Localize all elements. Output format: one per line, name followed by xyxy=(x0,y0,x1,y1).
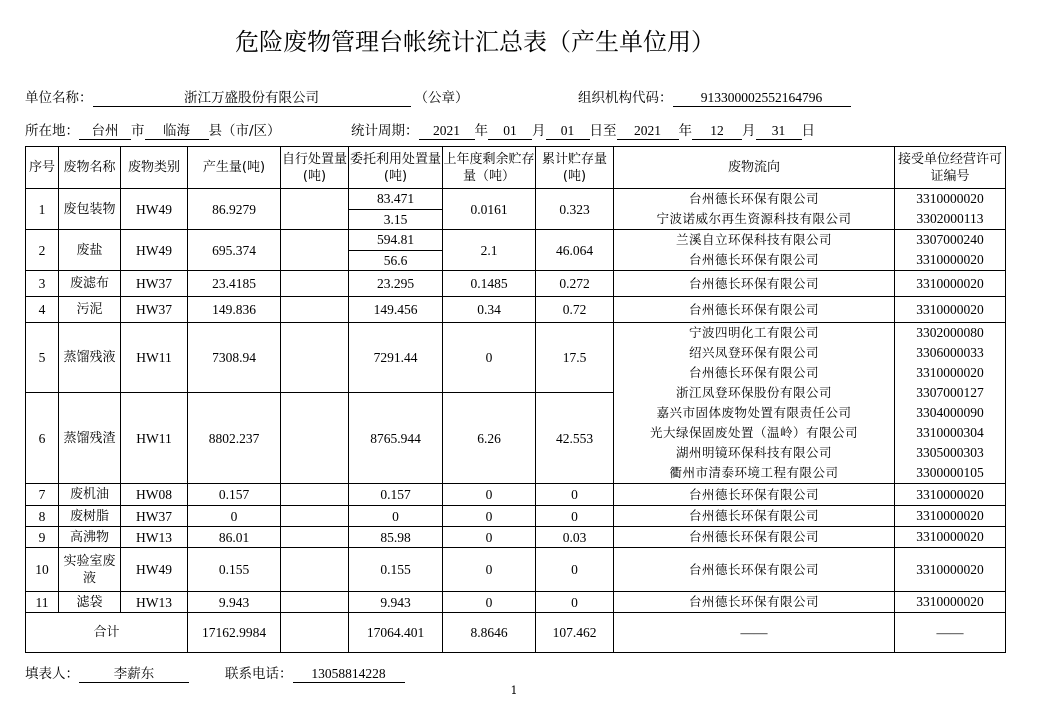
last-year-storage: 0 xyxy=(443,527,536,548)
waste-category: HW13 xyxy=(121,592,188,613)
last-year-storage: 0.1485 xyxy=(443,271,536,297)
waste-name: 废盐 xyxy=(59,230,121,271)
table-row xyxy=(26,592,1006,613)
period-label: 统计周期： xyxy=(351,123,419,139)
waste-destination-line: 台州德长环保有限公司 xyxy=(688,191,819,206)
license-number-line: 3310000020 xyxy=(916,191,984,206)
cumulative-storage: 46.064 xyxy=(536,230,614,271)
cumulative-storage: 0 xyxy=(536,484,614,506)
cumulative-storage: 0 xyxy=(536,506,614,527)
column-header: 委托利用处置量(吨) xyxy=(349,147,443,189)
waste-destination xyxy=(614,189,895,230)
waste-name: 高沸物 xyxy=(59,527,121,548)
entrusted-amount: 56.6 xyxy=(349,250,443,271)
start-year: 2021 xyxy=(419,123,475,140)
waste-ledger-table xyxy=(25,146,1006,653)
unit-name-field: 浙江万盛股份有限公司 xyxy=(93,90,411,107)
cumulative-storage: 0.03 xyxy=(536,527,614,548)
waste-destination xyxy=(614,297,895,323)
total-label: 合计 xyxy=(26,613,188,653)
waste-name: 蒸馏残渣 xyxy=(59,393,121,484)
self-disposal-amount xyxy=(281,271,349,297)
waste-destination-line: 台州德长环保有限公司 xyxy=(688,252,819,267)
license-number-line: 3310000020 xyxy=(916,252,984,267)
waste-destination-line: 绍兴凤登环保有限公司 xyxy=(688,345,819,360)
waste-name: 污泥 xyxy=(59,297,121,323)
produced-amount: 0.155 xyxy=(188,548,281,592)
row-number: 6 xyxy=(26,393,59,484)
filler-field: 李薪东 xyxy=(79,666,189,683)
waste-destination xyxy=(614,230,895,271)
produced-amount: 0.157 xyxy=(188,484,281,506)
license-number-line: 3310000020 xyxy=(916,561,984,577)
last-year-storage: 0.34 xyxy=(443,297,536,323)
self-disposal-amount xyxy=(281,323,349,393)
waste-destination xyxy=(614,592,895,613)
entrusted-amount: 8765.944 xyxy=(349,393,443,484)
entrusted-amount: 7291.44 xyxy=(349,323,443,393)
self-disposal-amount xyxy=(281,393,349,484)
org-code-field: 913300002552164796 xyxy=(673,90,851,107)
waste-destination-line: 衢州市清泰环境工程有限公司 xyxy=(669,465,839,480)
waste-category: HW08 xyxy=(121,484,188,506)
last-year-storage: 6.26 xyxy=(443,393,536,484)
last-year-storage: 0 xyxy=(443,323,536,393)
license-number-line: 3310000020 xyxy=(916,594,984,609)
license-number-line: 3310000020 xyxy=(916,486,984,502)
row-number: 11 xyxy=(26,592,59,613)
column-header: 接受单位经营许可证编号 xyxy=(895,147,1006,189)
cumulative-storage: 0 xyxy=(536,592,614,613)
end-year: 2021 xyxy=(617,123,679,140)
waste-destination-line: 嘉兴市固体废物处置有限责任公司 xyxy=(656,405,852,420)
row-number: 5 xyxy=(26,323,59,393)
waste-category: HW49 xyxy=(121,230,188,271)
cumulative-storage: 0 xyxy=(536,548,614,592)
waste-destination-line: 宁波诺威尔再生资源科技有限公司 xyxy=(656,211,852,226)
waste-category: HW49 xyxy=(121,189,188,230)
location-label: 所在地： xyxy=(25,123,79,139)
waste-name: 实验室废液 xyxy=(59,548,121,592)
day-char: 日 xyxy=(801,123,815,139)
year-char-2: 年 xyxy=(678,123,692,139)
waste-category: HW13 xyxy=(121,527,188,548)
license-number-line: 3300000105 xyxy=(916,465,984,480)
waste-name: 废包装物 xyxy=(59,189,121,230)
table-row xyxy=(26,484,1006,506)
waste-destination-line: 台州德长环保有限公司 xyxy=(688,365,819,380)
entrusted-amount: 0.157 xyxy=(349,484,443,506)
row-number: 4 xyxy=(26,297,59,323)
table-row xyxy=(26,189,1006,210)
table-row xyxy=(26,506,1006,527)
cumulative-storage: 17.5 xyxy=(536,323,614,393)
last-year-storage: 0 xyxy=(443,484,536,506)
produced-amount: 86.9279 xyxy=(188,189,281,230)
county-field: 临海 xyxy=(145,123,209,140)
waste-category: HW49 xyxy=(121,548,188,592)
table-row xyxy=(26,527,1006,548)
waste-destination-line: 光大绿保固废处置（温岭）有限公司 xyxy=(649,425,858,440)
column-header: 废物类别 xyxy=(121,147,188,189)
license-number-line: 3305000303 xyxy=(916,445,984,460)
waste-destination-line: 湖州明镜环保科技有限公司 xyxy=(675,445,832,460)
license-number xyxy=(895,271,1006,297)
self-disposal-amount xyxy=(281,297,349,323)
produced-amount: 0 xyxy=(188,506,281,527)
license-number-line: 3302000080 xyxy=(916,325,984,340)
license-number-line: 3306000033 xyxy=(916,345,984,360)
total-destination: —— xyxy=(614,613,895,653)
license-number xyxy=(895,230,1006,271)
waste-destination xyxy=(614,323,895,484)
table-row xyxy=(26,271,1006,297)
row-number: 2 xyxy=(26,230,59,271)
table-row xyxy=(26,323,1006,393)
entrusted-amount: 23.295 xyxy=(349,271,443,297)
city-suffix: 市 xyxy=(131,123,145,139)
column-header: 废物流向 xyxy=(614,147,895,189)
column-header: 产生量(吨) xyxy=(188,147,281,189)
filler-label: 填表人： xyxy=(25,666,79,682)
phone-label: 联系电话： xyxy=(225,666,293,682)
waste-destination xyxy=(614,506,895,527)
day-to: 日至 xyxy=(589,123,617,139)
license-number-line: 3310000304 xyxy=(916,425,984,440)
entrusted-amount: 83.471 xyxy=(349,189,443,210)
total-license: —— xyxy=(895,613,1006,653)
entrusted-amount: 0.155 xyxy=(349,548,443,592)
produced-amount: 86.01 xyxy=(188,527,281,548)
waste-name: 废滤布 xyxy=(59,271,121,297)
footer-line xyxy=(25,662,405,683)
waste-destination xyxy=(614,271,895,297)
license-number xyxy=(895,484,1006,506)
unit-line xyxy=(25,86,469,107)
cumulative-storage: 0.72 xyxy=(536,297,614,323)
license-number xyxy=(895,548,1006,592)
produced-amount: 7308.94 xyxy=(188,323,281,393)
license-number xyxy=(895,189,1006,230)
waste-category: HW37 xyxy=(121,506,188,527)
waste-category: HW37 xyxy=(121,297,188,323)
page-title: 危险废物管理台帐统计汇总表（产生单位用） xyxy=(235,28,715,56)
year-char: 年 xyxy=(474,123,488,139)
column-header: 自行处置量(吨) xyxy=(281,147,349,189)
waste-destination-line: 台州德长环保有限公司 xyxy=(688,561,819,577)
license-number-line: 3310000020 xyxy=(916,365,984,380)
cumulative-storage: 0.323 xyxy=(536,189,614,230)
entrusted-amount: 0 xyxy=(349,506,443,527)
total-stored: 107.462 xyxy=(536,613,614,653)
waste-destination xyxy=(614,548,895,592)
column-header: 上年度剩余贮存量（吨） xyxy=(443,147,536,189)
column-header: 累计贮存量(吨) xyxy=(536,147,614,189)
row-number: 7 xyxy=(26,484,59,506)
produced-amount: 695.374 xyxy=(188,230,281,271)
waste-destination-line: 台州德长环保有限公司 xyxy=(688,301,819,317)
waste-category: HW37 xyxy=(121,271,188,297)
last-year-storage: 0 xyxy=(443,506,536,527)
produced-amount: 23.4185 xyxy=(188,271,281,297)
total-entrusted: 17064.401 xyxy=(349,613,443,653)
waste-destination xyxy=(614,527,895,548)
waste-destination-line: 台州德长环保有限公司 xyxy=(688,594,819,609)
license-number xyxy=(895,592,1006,613)
seal-label: （公章） xyxy=(414,90,469,106)
license-number xyxy=(895,527,1006,548)
self-disposal-amount xyxy=(281,548,349,592)
self-disposal-amount xyxy=(281,527,349,548)
license-number-line: 3307000240 xyxy=(916,232,984,247)
row-number: 10 xyxy=(26,548,59,592)
license-number-line: 3310000020 xyxy=(916,301,984,317)
license-number-line: 3310000020 xyxy=(916,529,984,544)
last-year-storage: 0 xyxy=(443,592,536,613)
waste-destination xyxy=(614,484,895,506)
end-month: 12 xyxy=(692,123,742,140)
start-day: 01 xyxy=(546,123,590,140)
waste-name: 蒸馏残液 xyxy=(59,323,121,393)
entrusted-amount: 3.15 xyxy=(349,209,443,230)
total-produced: 17162.9984 xyxy=(188,613,281,653)
entrusted-amount: 149.456 xyxy=(349,297,443,323)
city-field: 台州 xyxy=(79,123,131,140)
table-row xyxy=(26,230,1006,251)
phone-field: 13058814228 xyxy=(293,666,405,683)
license-number-line: 3304000090 xyxy=(916,405,984,420)
total-row xyxy=(26,613,1006,653)
license-number-line: 3307000127 xyxy=(916,385,984,400)
waste-destination-line: 台州德长环保有限公司 xyxy=(688,529,819,544)
waste-destination-line: 台州德长环保有限公司 xyxy=(688,486,819,502)
column-header: 废物名称 xyxy=(59,147,121,189)
last-year-storage: 2.1 xyxy=(443,230,536,271)
license-number xyxy=(895,323,1006,484)
start-month: 01 xyxy=(488,123,532,140)
total-last-year: 8.8646 xyxy=(443,613,536,653)
waste-destination-line: 兰溪自立环保科技有限公司 xyxy=(675,232,832,247)
waste-category: HW11 xyxy=(121,323,188,393)
table-header-row xyxy=(26,147,1006,189)
license-number xyxy=(895,297,1006,323)
waste-name: 废机油 xyxy=(59,484,121,506)
last-year-storage: 0.0161 xyxy=(443,189,536,230)
entrusted-amount: 85.98 xyxy=(349,527,443,548)
produced-amount: 8802.237 xyxy=(188,393,281,484)
row-number: 8 xyxy=(26,506,59,527)
row-number: 9 xyxy=(26,527,59,548)
location-line xyxy=(25,119,281,140)
self-disposal-amount xyxy=(281,506,349,527)
waste-destination-line: 台州德长环保有限公司 xyxy=(688,508,819,523)
license-number-line: 3310000020 xyxy=(916,508,984,523)
county-suffix: 县（市/区） xyxy=(208,123,281,139)
produced-amount: 149.836 xyxy=(188,297,281,323)
license-number xyxy=(895,506,1006,527)
total-self-disposal xyxy=(281,613,349,653)
row-number: 3 xyxy=(26,271,59,297)
waste-category: HW11 xyxy=(121,393,188,484)
license-number-line: 3302000113 xyxy=(916,211,984,226)
page-number: 1 xyxy=(510,684,518,697)
month-char: 月 xyxy=(532,123,546,139)
table-row xyxy=(26,548,1006,592)
table-row xyxy=(26,297,1006,323)
waste-destination-line: 宁波四明化工有限公司 xyxy=(688,325,819,340)
cumulative-storage: 0.272 xyxy=(536,271,614,297)
unit-label: 单位名称： xyxy=(25,90,93,106)
waste-name: 废树脂 xyxy=(59,506,121,527)
waste-destination-line: 台州德长环保有限公司 xyxy=(688,275,819,291)
self-disposal-amount xyxy=(281,189,349,230)
end-day: 31 xyxy=(756,123,802,140)
self-disposal-amount xyxy=(281,230,349,271)
self-disposal-amount xyxy=(281,592,349,613)
row-number: 1 xyxy=(26,189,59,230)
entrusted-amount: 594.81 xyxy=(349,230,443,251)
license-number-line: 3310000020 xyxy=(916,275,984,291)
waste-name: 滤袋 xyxy=(59,592,121,613)
org-code-label: 组织机构代码： xyxy=(578,90,673,106)
org-code-line xyxy=(578,86,851,107)
self-disposal-amount xyxy=(281,484,349,506)
entrusted-amount: 9.943 xyxy=(349,592,443,613)
period-line xyxy=(351,119,815,140)
cumulative-storage: 42.553 xyxy=(536,393,614,484)
produced-amount: 9.943 xyxy=(188,592,281,613)
column-header: 序号 xyxy=(26,147,59,189)
waste-destination-line: 浙江凤登环保股份有限公司 xyxy=(675,385,832,400)
last-year-storage: 0 xyxy=(443,548,536,592)
month-char-2: 月 xyxy=(742,123,756,139)
